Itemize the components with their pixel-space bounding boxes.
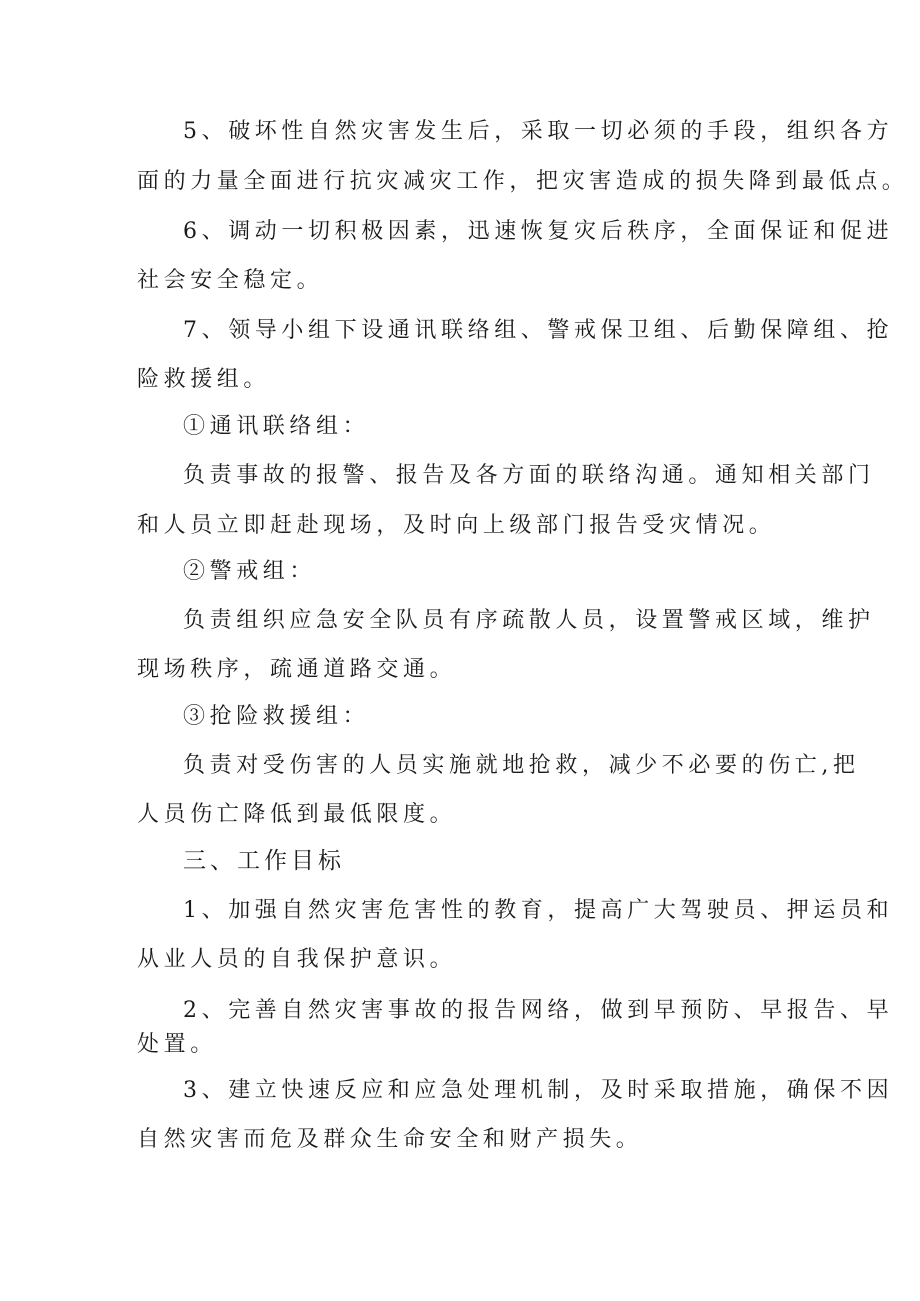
goal-1-line-2: 从业人员的自我保护意识。	[137, 947, 457, 972]
paragraph-5-line-1: 5、破坏性自然灾害发生后，采取一切必须的手段，组织各方	[183, 119, 894, 144]
goal-2-line-1: 2、完善自然灾害事故的报告网络，做到早预防、早报告、早	[183, 998, 894, 1023]
goal-1-line-1: 1、加强自然灾害危害性的教育，提高广大驾驶员、押运员和	[183, 898, 894, 923]
subgroup-title-rescue: ③抢险救援组：	[183, 704, 370, 729]
paragraph-7-line-1: 7、领导小组下设通讯联络组、警戒保卫组、后勤保障组、抢	[183, 318, 894, 343]
security-duty-line-1: 负责组织应急安全队员有序疏散人员，设置警戒区域，维护	[183, 608, 875, 633]
subgroup-title-security: ②警戒组：	[183, 559, 317, 584]
section-heading: 三、工作目标	[183, 848, 345, 874]
goal-3-line-1: 3、建立快速反应和应急处理机制，及时采取措施，确保不因	[183, 1078, 894, 1103]
communication-duty-line-1: 负责事故的报警、报告及各方面的联络沟通。通知相关部门	[183, 463, 875, 488]
rescue-duty-line-2: 人员伤亡降低到最低限度。	[137, 802, 457, 827]
security-duty-line-2: 现场秩序，疏通道路交通。	[137, 657, 457, 682]
goal-2-line-2: 处置。	[137, 1032, 217, 1057]
subgroup-title-communication: ①通讯联络组：	[183, 414, 370, 439]
paragraph-6-line-1: 6、调动一切积极因素，迅速恢复灾后秩序，全面保证和促进	[183, 219, 894, 244]
rescue-duty-line-1: 负责对受伤害的人员实施就地抢救，减少不必要的伤亡,把	[183, 753, 860, 778]
paragraph-6-line-2: 社会安全稳定。	[137, 268, 324, 293]
paragraph-5-line-2: 面的力量全面进行抗灾减灾工作，把灾害造成的损失降到最低点。	[137, 169, 909, 194]
communication-duty-line-2: 和人员立即赶赴现场，及时向上级部门报告受灾情况。	[137, 513, 776, 538]
paragraph-7-line-2: 险救援组。	[137, 367, 271, 392]
goal-3-line-2: 自然灾害而危及群众生命安全和财产损失。	[137, 1127, 643, 1152]
